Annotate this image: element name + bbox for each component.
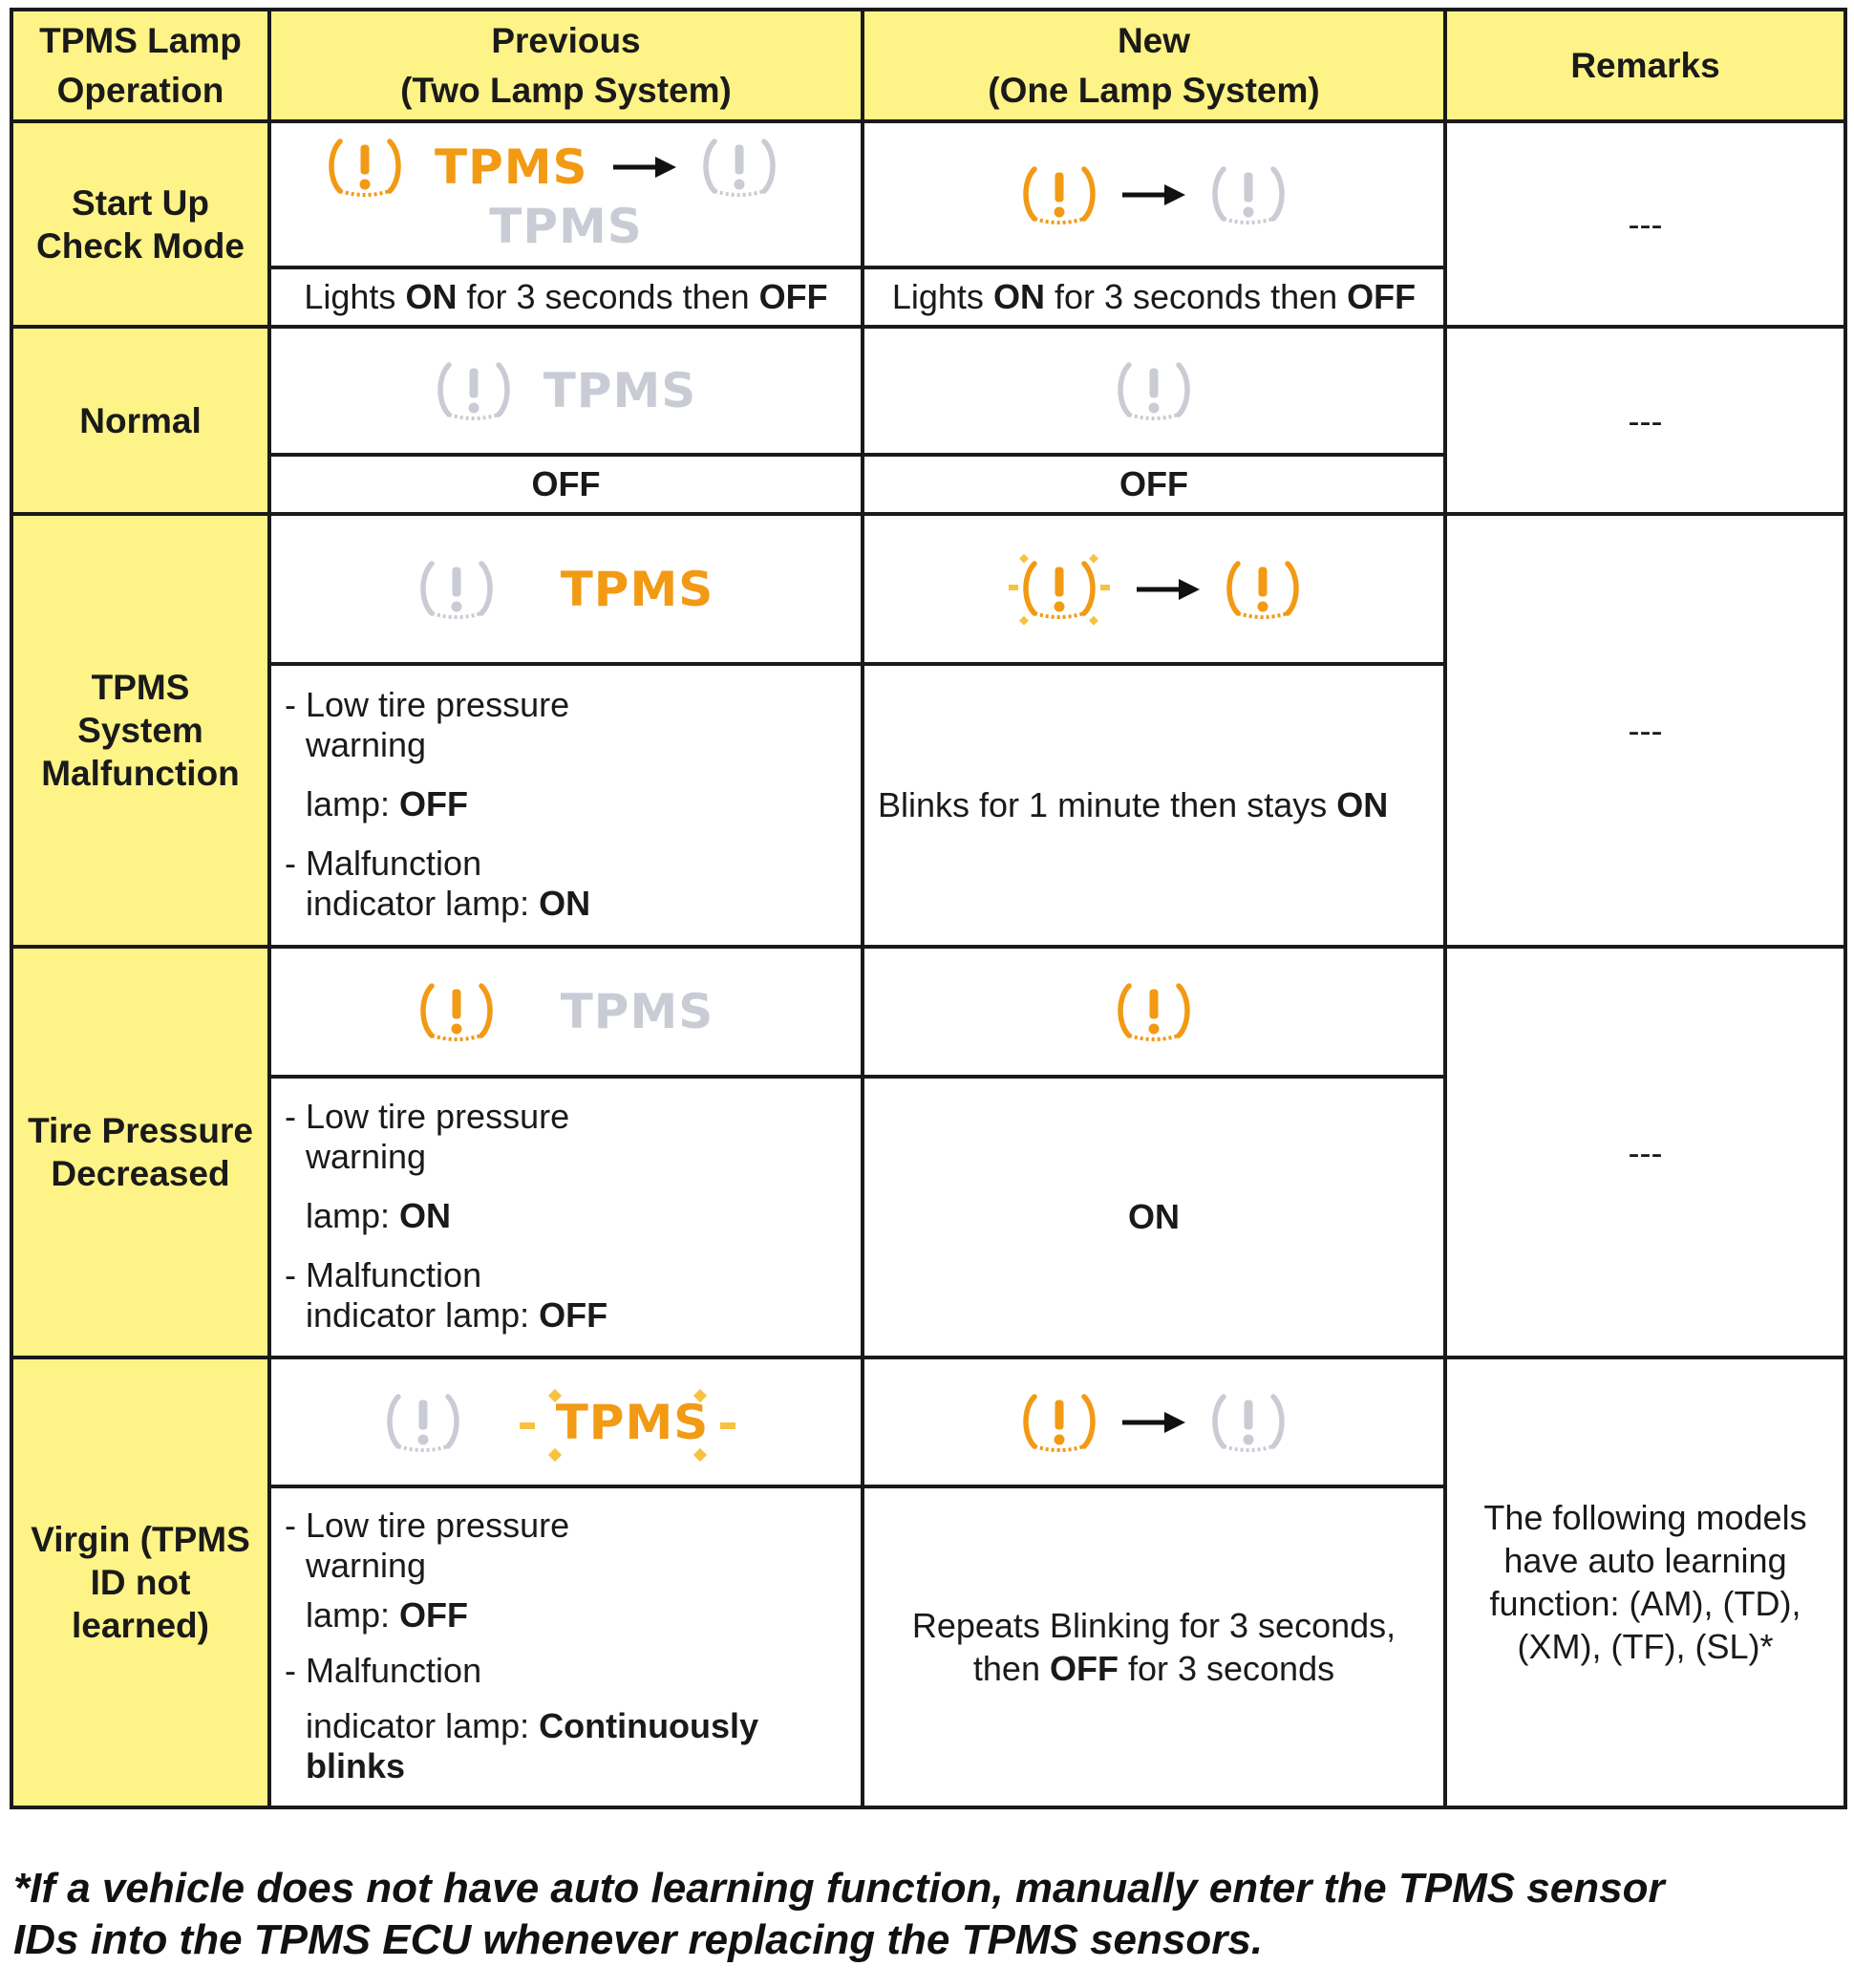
- desc-text: Lights: [891, 277, 993, 317]
- desc-bold: OFF: [1347, 277, 1417, 317]
- header-operation-line1: TPMS Lamp: [39, 20, 242, 60]
- new-virgin-desc: [863, 1486, 1445, 1807]
- remark-normal: ---: [1445, 327, 1845, 514]
- prev-startup-icons: [269, 121, 863, 267]
- new-startup-desc: [863, 267, 1445, 327]
- new-normal-icons: [863, 327, 1445, 455]
- header-operation-line2: Operation: [56, 70, 224, 110]
- list-line: [285, 884, 849, 924]
- arrow-right-icon: [1120, 1408, 1187, 1437]
- label-virgin: [11, 1357, 269, 1807]
- prev-virgin-list: [269, 1486, 863, 1807]
- prev-virgin-icons: [269, 1357, 863, 1487]
- header-new-line1: New: [1117, 20, 1191, 60]
- header-new: [863, 10, 1445, 121]
- desc-bold: ON: [405, 277, 458, 317]
- header-row: [11, 10, 1845, 121]
- tire-warning-on-icon: [1225, 558, 1301, 621]
- new-decreased-icons: [863, 947, 1445, 1077]
- header-previous-line1: Previous: [491, 20, 641, 60]
- new-decreased-desc: [863, 1077, 1445, 1357]
- new-malfunction-icons: [863, 514, 1445, 664]
- desc-text: Lights: [304, 277, 406, 317]
- desc-text: for 3 seconds then: [457, 277, 759, 317]
- list-line: warning: [306, 724, 427, 764]
- desc-bold: OFF: [1049, 1649, 1119, 1689]
- remark-virgin: [1445, 1357, 1845, 1807]
- label-startup: [11, 121, 269, 327]
- tire-warning-off-icon: [1116, 359, 1192, 422]
- label-line: ID not: [90, 1562, 191, 1602]
- remark-decreased: ---: [1445, 947, 1845, 1357]
- desc-text: then: [972, 1649, 1050, 1689]
- arrow-right-icon: [611, 153, 678, 182]
- remark-line: (XM), (TF), (SL)*: [1517, 1627, 1774, 1667]
- tire-warning-on-icon: [1116, 980, 1192, 1043]
- label-line: Decreased: [51, 1154, 230, 1193]
- header-new-line2: (One Lamp System): [988, 70, 1320, 110]
- desc-text: for 3 seconds: [1118, 1649, 1335, 1689]
- list-text: lamp:: [306, 1195, 400, 1235]
- tpms-lamp-table: [10, 8, 1847, 1809]
- desc-bold: OFF: [758, 277, 828, 317]
- tire-warning-on-icon: [418, 980, 495, 1043]
- prev-malfunction-icons: [269, 514, 863, 664]
- list-bold: blinks: [306, 1746, 406, 1786]
- tire-warning-on-icon: [1021, 1391, 1097, 1454]
- list-bold: OFF: [399, 1595, 469, 1635]
- desc-bold: OFF: [1119, 464, 1188, 504]
- footnote-line2: IDs into the TPMS ECU whenever replacing the TPMS sensors.: [13, 1916, 1264, 1963]
- list-line: warning: [306, 1136, 427, 1176]
- tire-warning-off-icon: [385, 1391, 461, 1454]
- label-startup-line1: Start Up: [72, 182, 209, 223]
- footnote: [13, 1863, 1843, 1966]
- list-line: - Malfunction: [285, 1651, 482, 1691]
- list-text: indicator lamp:: [306, 1294, 540, 1335]
- desc-bold: OFF: [531, 464, 601, 504]
- tpms-indicator-off-icon: TPMS: [560, 983, 714, 1039]
- tpms-indicator-blinking-icon: [518, 1395, 748, 1450]
- label-decreased: [11, 947, 269, 1357]
- label-line: TPMS: [91, 668, 190, 708]
- list-line: - Low tire pressure: [285, 1096, 570, 1136]
- list-line: - Low tire pressure: [285, 684, 570, 724]
- tire-warning-off-icon: [701, 136, 778, 199]
- list-line: [285, 1595, 849, 1635]
- footnote-line1: *If a vehicle does not have auto learning function, manually enter the TPMS sensor: [13, 1865, 1665, 1912]
- prev-malfunction-list: [269, 664, 863, 947]
- desc-bold: ON: [1128, 1196, 1180, 1236]
- remark-line: function: (AM), (TD),: [1489, 1584, 1801, 1624]
- new-malfunction-desc: [863, 664, 1445, 947]
- row-decreased-icons: [11, 947, 1845, 1077]
- list-bold: OFF: [539, 1294, 608, 1335]
- list-line: [285, 784, 849, 824]
- header-remarks: Remarks: [1445, 10, 1845, 121]
- list-bold: ON: [539, 883, 591, 923]
- list-line: [285, 1706, 849, 1746]
- tire-warning-on-icon: [1021, 163, 1097, 226]
- label-normal: Normal: [11, 327, 269, 514]
- tire-warning-off-icon: [1210, 163, 1287, 226]
- row-malfunction-icons: [11, 514, 1845, 664]
- tire-warning-off-icon: [418, 558, 495, 621]
- tire-warning-off-icon: [1210, 1391, 1287, 1454]
- list-line: [285, 1746, 849, 1786]
- remark-malfunction: ---: [1445, 514, 1845, 947]
- arrow-right-icon: [1135, 575, 1202, 604]
- list-text: lamp:: [306, 1595, 400, 1635]
- list-bold: OFF: [399, 783, 469, 823]
- desc-text: for 3 seconds then: [1044, 277, 1348, 317]
- label-malfunction: [11, 514, 269, 947]
- row-normal-icons: [11, 327, 1845, 455]
- row-startup-icons: [11, 121, 1845, 267]
- header-previous-line2: (Two Lamp System): [400, 70, 732, 110]
- tpms-indicator-on-icon: TPMS: [435, 139, 588, 195]
- list-line: - Malfunction: [285, 1254, 482, 1294]
- label-line: Malfunction: [41, 754, 240, 794]
- header-previous: [269, 10, 863, 121]
- label-line: Virgin (TPMS: [31, 1519, 250, 1559]
- remark-startup: ---: [1445, 121, 1845, 327]
- desc-bold: ON: [992, 277, 1045, 317]
- tpms-indicator-off-icon: TPMS: [543, 363, 697, 419]
- list-line: - Malfunction: [285, 843, 482, 883]
- prev-normal-desc: [269, 455, 863, 514]
- row-virgin-icons: [11, 1357, 1845, 1487]
- desc-text: Blinks for 1 minute then stays: [878, 784, 1337, 824]
- new-normal-desc: [863, 455, 1445, 514]
- list-text: indicator lamp:: [306, 883, 540, 923]
- tpms-indicator-off-icon: TPMS: [489, 198, 643, 254]
- list-bold: ON: [399, 1195, 452, 1235]
- new-startup-icons: [863, 121, 1445, 267]
- label-startup-line2: Check Mode: [36, 225, 245, 266]
- label-line: Tire Pressure: [28, 1111, 253, 1150]
- arrow-right-icon: [1120, 181, 1187, 209]
- list-line: warning: [306, 1546, 427, 1586]
- tpms-indicator-on-icon: TPMS: [555, 1394, 710, 1450]
- prev-decreased-list: [269, 1077, 863, 1357]
- tire-warning-blinking-icon: [1007, 553, 1112, 626]
- desc-text: Repeats Blinking for 3 seconds,: [911, 1606, 1396, 1646]
- tire-warning-on-icon: [327, 136, 403, 199]
- label-line: learned): [72, 1605, 209, 1645]
- label-line: System: [77, 711, 203, 751]
- new-virgin-icons: [863, 1357, 1445, 1487]
- list-text: indicator lamp:: [306, 1706, 540, 1746]
- prev-normal-icons: [269, 327, 863, 455]
- prev-decreased-icons: [269, 947, 863, 1077]
- list-line: - Low tire pressure: [285, 1506, 570, 1546]
- list-text: lamp:: [306, 783, 400, 823]
- desc-bold: ON: [1336, 784, 1389, 824]
- list-line: [285, 1295, 849, 1336]
- prev-startup-desc: [269, 267, 863, 327]
- header-operation: [11, 10, 269, 121]
- list-bold: Continuously: [539, 1706, 759, 1746]
- tpms-indicator-on-icon: TPMS: [560, 561, 714, 617]
- list-line: [285, 1196, 849, 1236]
- tire-warning-off-icon: [436, 359, 512, 422]
- remark-line: have auto learning: [1503, 1541, 1787, 1581]
- remark-line: The following models: [1483, 1498, 1807, 1538]
